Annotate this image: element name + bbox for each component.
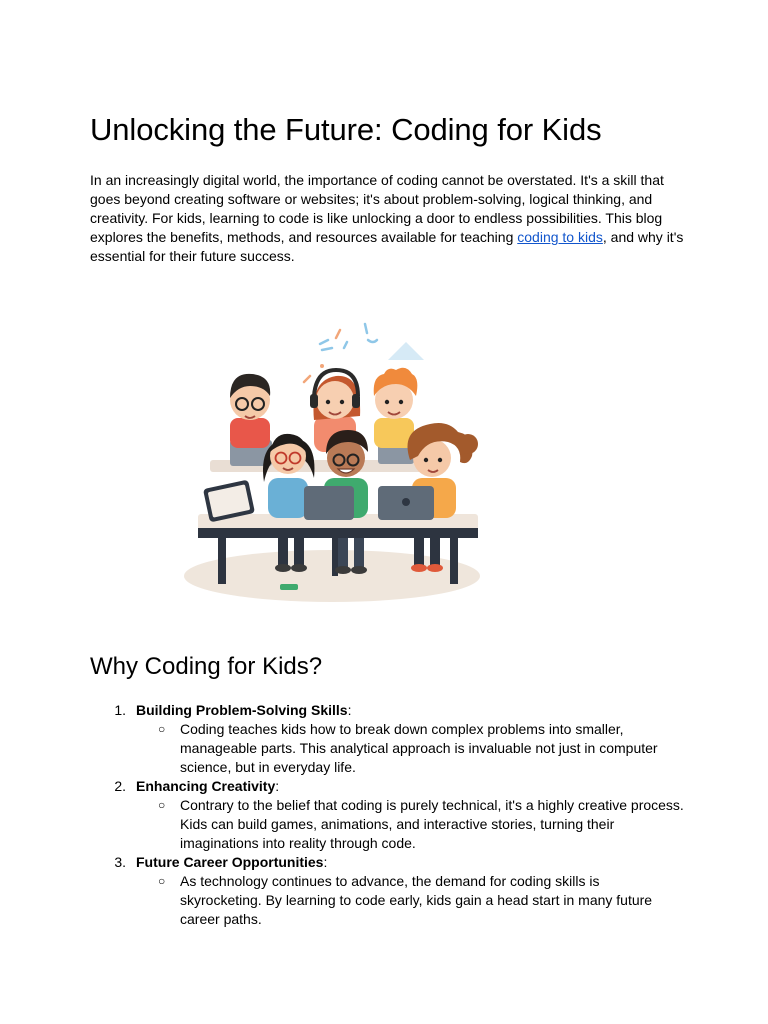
intro-paragraph: [90, 171, 690, 266]
detail-line: science, but in everyday life.: [180, 759, 356, 775]
detail-line: career paths.: [180, 911, 262, 927]
intro-line: [90, 228, 690, 247]
page-title: Unlocking the Future: Coding for Kids: [90, 112, 602, 147]
sub-list-item: [158, 796, 710, 853]
hollow-bullet-icon: ○: [158, 874, 166, 888]
list-item-title: Future Career Opportunities: [136, 854, 324, 870]
detail-line: manageable parts. This analytical approach is invaluable not just in computer: [180, 740, 658, 756]
intro-line: essential for their future success.: [90, 248, 295, 264]
hollow-bullet-icon: ○: [158, 722, 166, 736]
sub-list-item: [158, 872, 710, 929]
list-item-suffix: :: [347, 702, 352, 718]
list-item-title: Enhancing Creativity: [136, 778, 276, 794]
detail-line: skyrocketing. By learning to code early, kids gain a head start in many future: [180, 892, 653, 908]
list-number: 3.: [114, 854, 126, 870]
intro-text: explores the benefits, methods, and resources available for teaching: [90, 229, 518, 245]
benefits-list: [90, 701, 710, 929]
list-number: 1.: [114, 702, 126, 718]
intro-line: creativity. For kids, learning to code is like unlocking a door to endless possibilities. This blog: [90, 210, 663, 226]
list-item-suffix: :: [275, 778, 280, 794]
cloud-shape: [388, 342, 424, 360]
desk-leg: [450, 536, 458, 584]
hollow-bullet-icon: ○: [158, 798, 166, 812]
list-item-suffix: :: [323, 854, 328, 870]
sub-list-item: [158, 720, 710, 777]
kid-glasses-boy: [230, 374, 270, 448]
list-item-heading: [136, 777, 710, 796]
confetti-decoration: [304, 324, 377, 382]
list-number: 2.: [114, 778, 126, 794]
list-item: [90, 853, 710, 929]
list-item: [90, 777, 710, 853]
detail-line: imaginations into reality through code.: [180, 835, 416, 851]
intro-line: goes beyond creating software or websites; it's about problem-solving, logical thinking, and: [90, 191, 653, 207]
kids-coding-illustration: [182, 318, 498, 608]
laptop-logo: [402, 498, 410, 506]
list-item-title: Building Problem-Solving Skills: [136, 702, 348, 718]
front-laptop: [304, 486, 354, 520]
detail-line: As technology continues to advance, the demand for coding skills is: [180, 873, 600, 889]
list-item-heading: [136, 853, 710, 872]
list-item: [90, 701, 710, 777]
section-heading: Why Coding for Kids?: [90, 653, 323, 680]
detail-line: Contrary to the belief that coding is purely technical, it's a highly creative process.: [180, 797, 684, 813]
detail-line: Coding teaches kids how to break down complex problems into smaller,: [180, 721, 624, 737]
coding-to-kids-link[interactable]: coding to kids: [517, 229, 603, 245]
detail-line: Kids can build games, animations, and interactive stories, turning their: [180, 816, 615, 832]
list-item-heading: [136, 701, 710, 720]
intro-line: In an increasingly digital world, the importance of coding cannot be overstated. It's a skill that: [90, 172, 664, 188]
intro-text: , and why it's: [602, 229, 684, 245]
desk-leg: [218, 536, 226, 584]
